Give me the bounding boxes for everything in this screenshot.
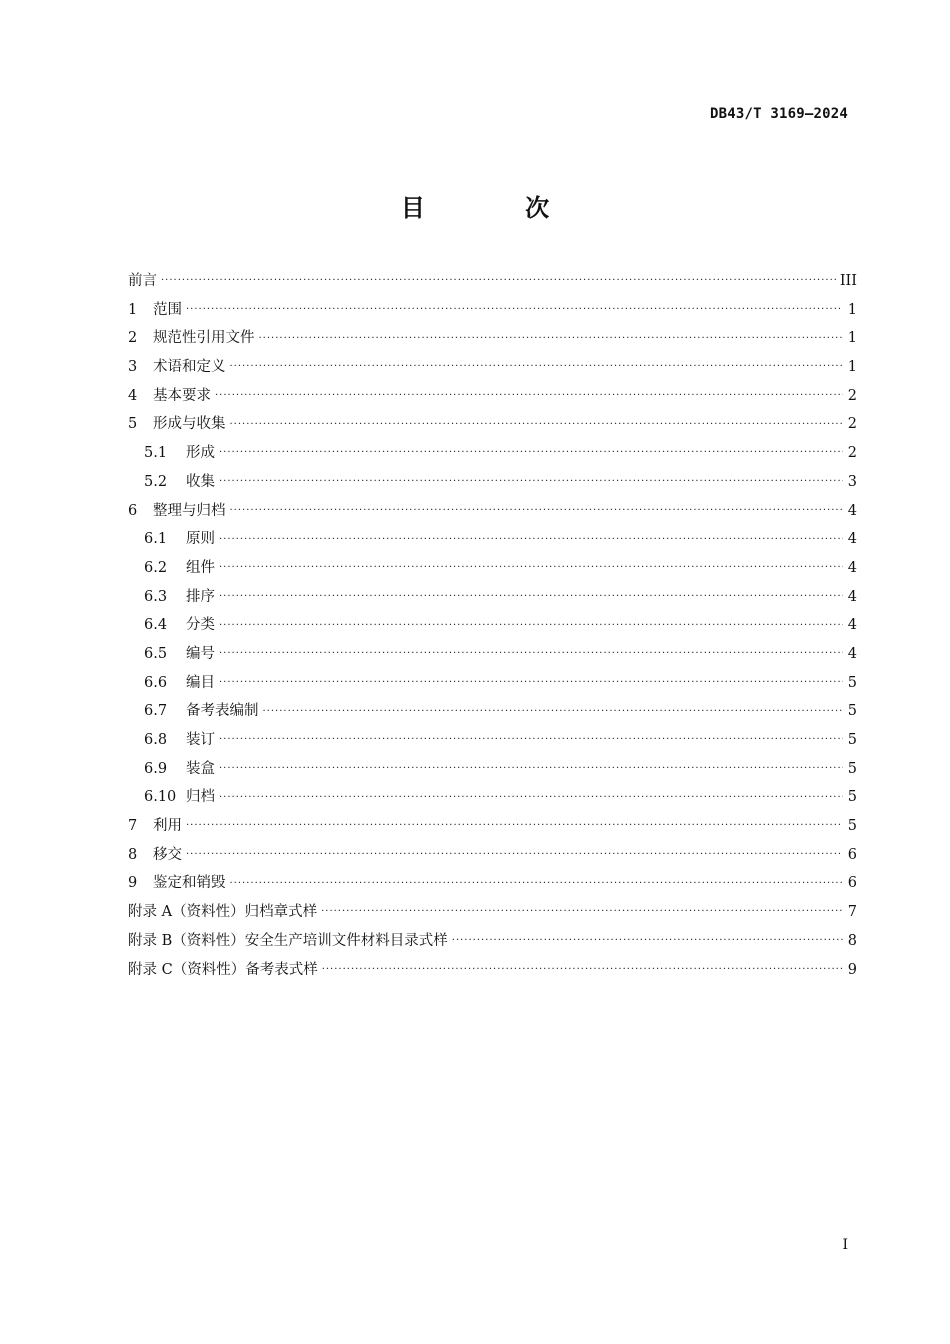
toc-entry[interactable] bbox=[128, 267, 857, 296]
toc-entry-label: 附录 B（资料性）安全生产培训文件材料目录式样 bbox=[128, 932, 448, 949]
toc-dot-leader bbox=[219, 448, 843, 458]
toc-entry-label: 装盒 bbox=[186, 760, 215, 777]
toc-entry-label: 整理与归档 bbox=[153, 502, 226, 519]
toc-entry-label: 收集 bbox=[186, 473, 215, 490]
toc-entry-page: 6 bbox=[847, 846, 857, 863]
toc-dot-leader bbox=[230, 420, 844, 430]
toc-entry-label: 前言 bbox=[128, 273, 157, 289]
toc-entry-number: 6.4 bbox=[144, 617, 168, 634]
toc-dot-leader bbox=[230, 362, 844, 372]
toc-entry-number: 9 bbox=[128, 875, 138, 892]
toc-entry-label: 备考表编制 bbox=[186, 703, 259, 720]
page-title: 目 次 bbox=[400, 194, 596, 222]
toc-entry-page: 5 bbox=[847, 674, 857, 691]
toc-entry-page: 2 bbox=[847, 445, 857, 462]
toc-dot-leader bbox=[219, 621, 843, 631]
toc-entry-number: 6.10 bbox=[144, 789, 177, 806]
toc-entry-label: 形成 bbox=[186, 445, 215, 462]
toc-entry[interactable] bbox=[128, 554, 857, 583]
toc-entry-page: 4 bbox=[847, 645, 857, 662]
toc-dot-leader bbox=[219, 563, 843, 573]
toc-entry-page: 1 bbox=[847, 301, 857, 318]
toc-entry-label: 范围 bbox=[153, 301, 182, 318]
toc-entry[interactable] bbox=[128, 324, 857, 353]
toc-entry-page: 1 bbox=[847, 330, 857, 347]
toc-entry-label: 基本要求 bbox=[153, 387, 211, 404]
toc-entry-label: 形成与收集 bbox=[153, 416, 226, 433]
toc-entry-number: 6.6 bbox=[144, 674, 168, 691]
toc-dot-leader bbox=[263, 707, 844, 717]
toc-entry-number: 6.3 bbox=[144, 588, 168, 605]
toc-entry[interactable] bbox=[128, 497, 857, 526]
toc-entry[interactable] bbox=[128, 812, 857, 841]
toc-entry[interactable] bbox=[128, 697, 857, 726]
toc-dot-leader bbox=[322, 965, 843, 975]
toc-dot-leader bbox=[259, 334, 844, 344]
toc-dot-leader bbox=[219, 764, 843, 774]
toc-entry-number: 5.1 bbox=[144, 445, 168, 462]
toc-dot-leader bbox=[230, 506, 844, 516]
toc-dot-leader bbox=[161, 276, 836, 286]
toc-dot-leader bbox=[219, 477, 843, 487]
document-code: DB43/T 3169—2024 bbox=[709, 106, 848, 122]
toc-entry[interactable] bbox=[128, 726, 857, 755]
toc-entry-label: 分类 bbox=[186, 617, 215, 634]
toc-entry-label: 附录 A（资料性）归档章式样 bbox=[128, 904, 318, 921]
toc-entry-label: 规范性引用文件 bbox=[153, 330, 255, 347]
toc-entry[interactable] bbox=[128, 353, 857, 382]
table-of-contents bbox=[128, 267, 857, 984]
toc-entry[interactable] bbox=[128, 583, 857, 612]
page-number: I bbox=[842, 1237, 848, 1253]
toc-entry-number: 1 bbox=[128, 301, 138, 318]
toc-entry[interactable] bbox=[128, 755, 857, 784]
toc-entry-label: 排序 bbox=[186, 588, 215, 605]
toc-entry-page: 4 bbox=[847, 502, 857, 519]
toc-dot-leader bbox=[219, 793, 843, 803]
toc-entry[interactable] bbox=[128, 669, 857, 698]
toc-entry-page: 1 bbox=[847, 359, 857, 376]
toc-entry-page: 5 bbox=[847, 760, 857, 777]
toc-entry-number: 4 bbox=[128, 387, 138, 404]
toc-entry-number: 6.9 bbox=[144, 760, 168, 777]
toc-entry-label: 编目 bbox=[186, 674, 215, 691]
toc-entry-label: 组件 bbox=[186, 559, 215, 576]
toc-dot-leader bbox=[186, 305, 843, 315]
toc-entry-number: 6.5 bbox=[144, 645, 168, 662]
toc-entry[interactable] bbox=[128, 382, 857, 411]
toc-entry[interactable] bbox=[128, 296, 857, 325]
toc-entry-page: 3 bbox=[847, 473, 857, 490]
toc-entry-label: 术语和定义 bbox=[153, 359, 226, 376]
toc-entry-page: 5 bbox=[847, 818, 857, 835]
toc-entry-label: 利用 bbox=[153, 818, 182, 835]
toc-entry-page: III bbox=[839, 273, 857, 289]
toc-entry-number: 6 bbox=[128, 502, 138, 519]
toc-entry-page: 4 bbox=[847, 559, 857, 576]
toc-entry[interactable] bbox=[128, 439, 857, 468]
toc-entry-label: 装订 bbox=[186, 732, 215, 748]
toc-entry-label: 移交 bbox=[153, 846, 182, 863]
toc-entry-number: 5 bbox=[128, 416, 138, 433]
toc-dot-leader bbox=[219, 535, 843, 545]
toc-entry-number: 6.2 bbox=[144, 559, 168, 576]
toc-dot-leader bbox=[219, 592, 843, 602]
toc-dot-leader bbox=[219, 678, 843, 688]
toc-entry-page: 4 bbox=[847, 531, 857, 548]
toc-entry-number: 7 bbox=[128, 818, 138, 835]
toc-dot-leader bbox=[219, 649, 843, 659]
toc-entry-page: 5 bbox=[847, 789, 857, 806]
toc-entry-label: 原则 bbox=[186, 531, 215, 548]
toc-entry-page: 7 bbox=[847, 904, 857, 921]
toc-entry[interactable] bbox=[128, 611, 857, 640]
toc-entry-page: 8 bbox=[847, 932, 857, 949]
toc-entry-label: 归档 bbox=[186, 789, 215, 806]
toc-entry-number: 2 bbox=[128, 330, 138, 347]
toc-entry-number: 6.7 bbox=[144, 703, 168, 720]
toc-entry-number: 6.8 bbox=[144, 732, 168, 748]
toc-entry-number: 6.1 bbox=[144, 531, 168, 548]
toc-entry[interactable] bbox=[128, 525, 857, 554]
toc-entry-page: 5 bbox=[847, 732, 857, 748]
toc-entry-number: 3 bbox=[128, 359, 138, 376]
toc-entry[interactable] bbox=[128, 927, 857, 956]
toc-entry-page: 6 bbox=[847, 875, 857, 892]
toc-dot-leader bbox=[230, 879, 844, 889]
toc-dot-leader bbox=[186, 821, 843, 831]
toc-entry[interactable] bbox=[128, 956, 857, 985]
toc-dot-leader bbox=[321, 907, 843, 917]
toc-entry-page: 4 bbox=[847, 588, 857, 605]
toc-dot-leader bbox=[219, 735, 843, 745]
toc-entry-page: 2 bbox=[847, 387, 857, 404]
toc-entry[interactable] bbox=[128, 640, 857, 669]
toc-entry[interactable] bbox=[128, 898, 857, 927]
toc-entry-label: 鉴定和销毁 bbox=[153, 875, 226, 892]
toc-entry-label: 附录 C（资料性）备考表式样 bbox=[128, 961, 318, 978]
toc-entry[interactable] bbox=[128, 410, 857, 439]
toc-dot-leader bbox=[215, 391, 843, 401]
toc-entry[interactable] bbox=[128, 783, 857, 812]
toc-dot-leader bbox=[452, 936, 843, 946]
toc-entry-page: 4 bbox=[847, 617, 857, 634]
toc-entry-number: 8 bbox=[128, 846, 138, 863]
toc-entry-page: 5 bbox=[847, 703, 857, 720]
toc-dot-leader bbox=[186, 850, 843, 860]
toc-entry[interactable] bbox=[128, 869, 857, 898]
toc-entry-page: 2 bbox=[847, 416, 857, 433]
toc-entry-label: 编号 bbox=[186, 645, 215, 662]
toc-entry-page: 9 bbox=[847, 961, 857, 978]
toc-entry-number: 5.2 bbox=[144, 473, 168, 490]
toc-entry[interactable] bbox=[128, 468, 857, 497]
toc-entry[interactable] bbox=[128, 841, 857, 870]
